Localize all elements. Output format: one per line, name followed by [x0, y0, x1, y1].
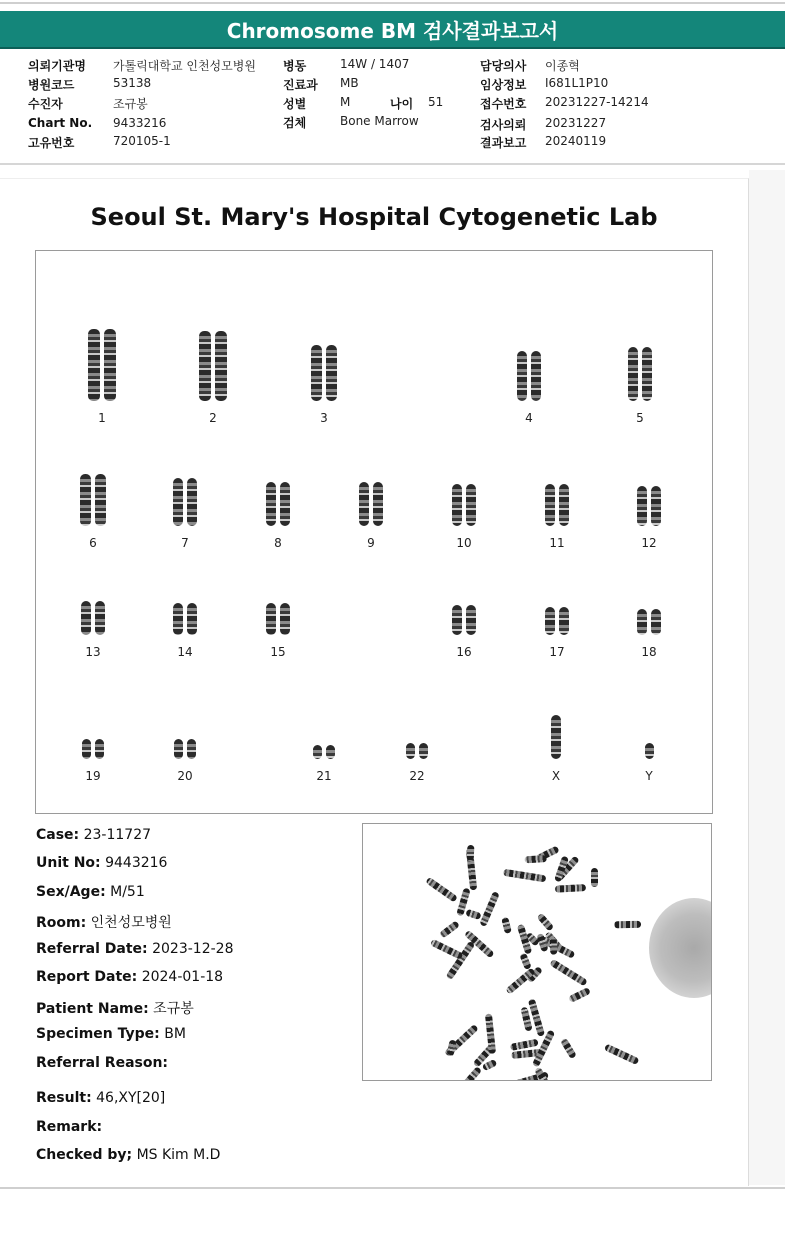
patient-name-label: Patient Name:	[36, 1001, 149, 1017]
chromosome-pair-19	[73, 739, 113, 759]
chromosome-label-7: 7	[181, 536, 189, 550]
chromosome-18-2	[651, 609, 661, 635]
result-label: Result:	[36, 1090, 92, 1106]
result-report-value: 20240119	[545, 134, 607, 148]
chromosome-label-19: 19	[85, 769, 101, 783]
room-value: 인천성모병원	[90, 915, 172, 931]
dept-value: MB	[340, 76, 359, 90]
chromosome-pair-18	[629, 609, 669, 635]
chromosome-10-1	[452, 484, 462, 526]
chromosome-pair-y	[629, 743, 669, 759]
chromosome-x	[551, 715, 561, 759]
chromosome-label-17: 17	[549, 645, 565, 659]
chromosome-label-6: 6	[89, 536, 97, 550]
metaphase-chromosome	[425, 876, 458, 902]
metaphase-chromosome	[560, 1037, 577, 1059]
patient-label: 수진자	[28, 97, 63, 111]
chromosome-21-2	[326, 745, 335, 759]
age-label: 나이	[390, 97, 414, 111]
chromosome-pair-1	[82, 329, 122, 401]
metaphase-chromosome	[466, 908, 482, 919]
chromosome-5-1	[628, 347, 638, 401]
chromosome-label-x: X	[551, 769, 561, 783]
chromosome-pair-22	[397, 743, 437, 759]
result-value: 46,XY[20]	[96, 1090, 166, 1106]
checked-value: MS Kim M.D	[136, 1147, 221, 1163]
chromosome-pair-21	[304, 745, 344, 759]
chromosome-15-2	[280, 603, 290, 635]
unit-label: Unit No:	[36, 855, 101, 871]
patient-value: 조규봉	[113, 97, 148, 111]
chromosome-21-1	[313, 745, 322, 759]
chromosome-11-2	[559, 484, 569, 526]
chromosome-pair-3	[304, 345, 344, 401]
hospital-value: 가톨릭대학교 인천성모병원	[113, 59, 256, 73]
top-border-line	[0, 2, 785, 4]
chromosome-label-y: Y	[645, 769, 653, 783]
chromosome-2-1	[199, 331, 211, 401]
metaphase-chromosome	[459, 1066, 482, 1081]
result-report-label: 결과보고	[480, 136, 527, 150]
chart-no-label: Chart No.	[28, 116, 93, 130]
chromosome-4-2	[531, 351, 541, 401]
specimen-type-label: Specimen Type:	[36, 1026, 160, 1042]
chromosome-14-2	[187, 603, 197, 635]
chromosome-16-2	[466, 605, 476, 635]
metaphase-image	[362, 823, 712, 1081]
chromosome-9-1	[359, 482, 369, 526]
clinical-label: 임상정보	[480, 78, 527, 92]
chromosome-pair-16	[444, 605, 484, 635]
request-value: 20231227	[545, 116, 607, 130]
chromosome-label-13: 13	[85, 645, 101, 659]
side-margin	[749, 170, 785, 1185]
chromosome-22-2	[419, 743, 428, 759]
room-label: Room:	[36, 915, 87, 931]
chromosome-3-2	[326, 345, 337, 401]
patient-name-row	[36, 998, 194, 1018]
result-row	[36, 1090, 165, 1106]
metaphase-chromosome	[439, 920, 460, 938]
chromosome-16-1	[452, 605, 462, 635]
chromosome-label-15: 15	[270, 645, 286, 659]
specimen-type-value: BM	[164, 1026, 186, 1042]
specimen-label: 검체	[283, 116, 307, 130]
chromosome-y	[645, 743, 654, 759]
chromosome-17-1	[545, 607, 555, 635]
chromosome-1-1	[88, 329, 100, 401]
chromosome-pair-x	[536, 715, 576, 759]
header-separator	[0, 163, 785, 165]
chromosome-label-11: 11	[549, 536, 565, 550]
chromosome-13-1	[81, 601, 91, 635]
metaphase-chromosome	[479, 891, 500, 927]
metaphase-chromosome	[501, 917, 512, 935]
metaphase-chromosome	[524, 855, 547, 863]
chromosome-22-1	[406, 743, 415, 759]
karyotype-panel	[35, 250, 713, 814]
chromosome-label-22: 22	[409, 769, 425, 783]
chromosome-label-12: 12	[641, 536, 657, 550]
chromosome-label-10: 10	[456, 536, 472, 550]
referral-date-label: Referral Date:	[36, 941, 148, 957]
chromosome-20-1	[174, 739, 183, 759]
chromosome-14-1	[173, 603, 183, 635]
report-date-row	[36, 969, 223, 985]
report-date-value: 2024-01-18	[141, 969, 224, 985]
nucleus-blob	[649, 898, 712, 998]
metaphase-chromosome	[604, 1043, 640, 1065]
referral-reason-row	[36, 1055, 168, 1071]
unit-row	[36, 855, 167, 871]
metaphase-chromosome	[591, 868, 598, 887]
metaphase-chromosome	[466, 845, 474, 862]
chromosome-6-1	[80, 474, 91, 526]
doctor-label: 담당의사	[480, 59, 527, 73]
receipt-value: 20231227-14214	[545, 95, 649, 109]
chromosome-label-8: 8	[274, 536, 282, 550]
case-row	[36, 827, 151, 843]
case-value: 23-11727	[83, 827, 152, 843]
chromosome-3-1	[311, 345, 322, 401]
ward-value: 14W / 1407	[340, 57, 410, 71]
chromosome-label-3: 3	[320, 411, 328, 425]
metaphase-chromosome	[614, 921, 641, 928]
chromosome-pair-9	[351, 482, 391, 526]
chromosome-pair-5	[620, 347, 660, 401]
chromosome-1-2	[104, 329, 116, 401]
chromosome-8-2	[280, 482, 290, 526]
metaphase-chromosome	[568, 987, 591, 1003]
chromosome-15-1	[266, 603, 276, 635]
chromosome-18-1	[637, 609, 647, 635]
chromosome-pair-4	[509, 351, 549, 401]
chromosome-12-2	[651, 486, 661, 526]
chromosome-pair-20	[165, 739, 205, 759]
hospital-label: 의뢰기관명	[28, 59, 86, 73]
unit-value: 9443216	[105, 855, 168, 871]
chromosome-pair-2	[193, 331, 233, 401]
chromosome-pair-6	[73, 474, 113, 526]
chromosome-pair-12	[629, 486, 669, 526]
chromosome-pair-10	[444, 484, 484, 526]
referral-date-value: 2023-12-28	[152, 941, 234, 957]
lab-title: Seoul St. Mary's Hospital Cytogenetic Lab	[90, 203, 658, 231]
chromosome-label-5: 5	[636, 411, 644, 425]
referral-reason-label: Referral Reason:	[36, 1055, 169, 1071]
room-row	[36, 912, 172, 932]
patient-name-value: 조규봉	[153, 1001, 194, 1017]
remark-label: Remark:	[36, 1119, 103, 1135]
metaphase-chromosome	[429, 938, 463, 959]
chromosome-label-18: 18	[641, 645, 657, 659]
checked-label: Checked by;	[36, 1147, 133, 1163]
chromosome-pair-14	[165, 603, 205, 635]
sexage-value: M/51	[110, 884, 145, 900]
chromosome-pair-7	[165, 478, 205, 526]
chromosome-7-1	[173, 478, 183, 526]
specimen-value: Bone Marrow	[340, 114, 419, 128]
chromosome-label-20: 20	[177, 769, 193, 783]
hospital-code-value: 53138	[113, 76, 152, 90]
sexage-label: Sex/Age:	[36, 884, 106, 900]
metaphase-chromosome	[550, 938, 558, 955]
chromosome-13-2	[95, 601, 105, 635]
chromosome-pair-15	[258, 603, 298, 635]
chromosome-label-2: 2	[209, 411, 217, 425]
metaphase-chromosome	[550, 958, 589, 986]
metaphase-chromosome	[537, 913, 554, 932]
sexage-row	[36, 884, 145, 900]
doctor-value: 이종혁	[545, 59, 580, 73]
chromosome-label-16: 16	[456, 645, 472, 659]
clinical-value: I681L1P10	[545, 76, 609, 90]
chromosome-pair-11	[537, 484, 577, 526]
bottom-border-line	[0, 1187, 785, 1189]
chromosome-4-1	[517, 351, 527, 401]
receipt-label: 접수번호	[480, 97, 527, 111]
chromosome-19-2	[95, 739, 104, 759]
chromosome-pair-17	[537, 607, 577, 635]
metaphase-chromosome	[555, 884, 586, 893]
sex-label: 성별	[283, 97, 307, 111]
report-title: Chromosome BM 검사결과보고서	[0, 11, 785, 49]
chromosome-10-2	[466, 484, 476, 526]
dept-label: 진료과	[283, 78, 318, 92]
age-value: 51	[428, 95, 444, 109]
specimen-type-row	[36, 1026, 186, 1042]
metaphase-chromosome	[503, 868, 547, 882]
chart-no-value: 9433216	[113, 116, 167, 130]
chromosome-pair-13	[73, 601, 113, 635]
referral-date-row	[36, 941, 233, 957]
unique-no-value: 720105-1	[113, 134, 171, 148]
metaphase-chromosome	[482, 1059, 498, 1072]
report-date-label: Report Date:	[36, 969, 138, 985]
chromosome-20-2	[187, 739, 196, 759]
chromosome-2-2	[215, 331, 227, 401]
request-label: 검사의뢰	[480, 118, 527, 132]
case-label: Case:	[36, 827, 80, 843]
chromosome-9-2	[373, 482, 383, 526]
checked-row	[36, 1147, 220, 1163]
chromosome-label-14: 14	[177, 645, 193, 659]
chromosome-pair-8	[258, 482, 298, 526]
ward-label: 병동	[283, 59, 307, 73]
chromosome-label-21: 21	[316, 769, 332, 783]
chromosome-6-2	[95, 474, 106, 526]
chromosome-5-2	[642, 347, 652, 401]
chromosome-label-1: 1	[98, 411, 106, 425]
chromosome-19-1	[82, 739, 91, 759]
chromosome-8-1	[266, 482, 276, 526]
remark-row	[36, 1119, 102, 1135]
unique-no-label: 고유번호	[28, 136, 75, 150]
chromosome-17-2	[559, 607, 569, 635]
chromosome-label-9: 9	[367, 536, 375, 550]
hospital-code-label: 병원코드	[28, 78, 75, 92]
sex-value: M	[340, 95, 351, 109]
chromosome-7-2	[187, 478, 197, 526]
chromosome-11-1	[545, 484, 555, 526]
chromosome-12-1	[637, 486, 647, 526]
chromosome-label-4: 4	[525, 411, 533, 425]
